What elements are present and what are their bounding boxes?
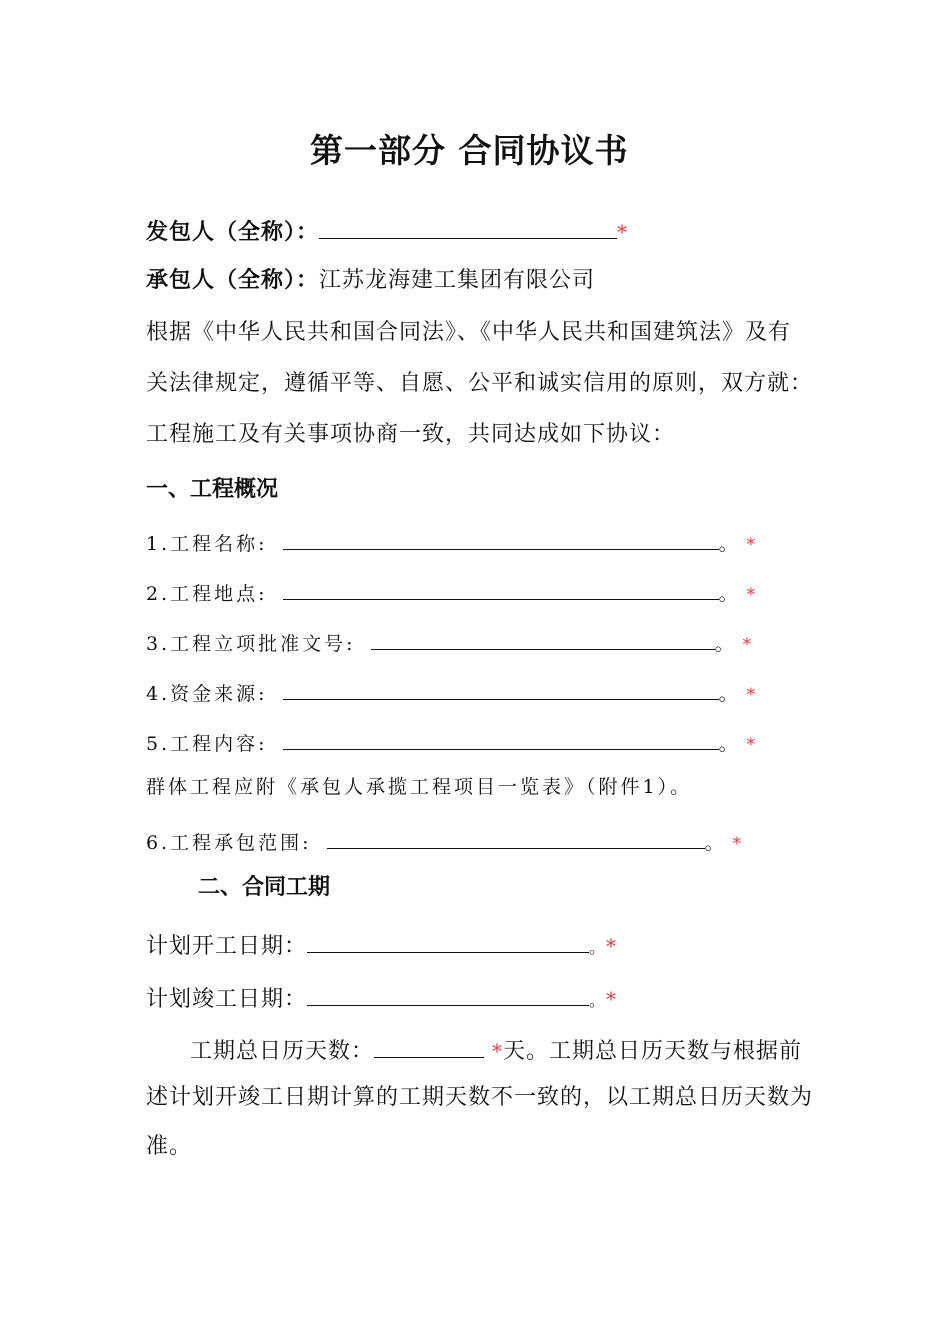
required-mark: * <box>606 934 618 958</box>
required-mark: * <box>742 635 755 655</box>
duration-label: 工期总日历天数： <box>190 1039 375 1064</box>
required-mark: * <box>492 1039 504 1063</box>
item-label: 4.资金来源: <box>146 683 268 705</box>
item-project-content <box>146 729 758 754</box>
item-approval-number <box>146 629 754 654</box>
planned-finish-label: 计划竣工日期： <box>146 987 308 1012</box>
item-label: 3.工程立项批准文号: <box>146 633 356 655</box>
approval-number-input[interactable] <box>371 629 715 650</box>
project-content-input[interactable] <box>283 729 719 750</box>
item-label: 2.工程地点: <box>146 583 268 605</box>
required-mark: * <box>617 220 629 244</box>
planned-finish-input[interactable] <box>307 985 589 1006</box>
employer-label: 发包人（全称）： <box>146 220 320 245</box>
project-name-input[interactable] <box>283 529 719 550</box>
item-end: 。 <box>718 733 741 755</box>
contract-scope-input[interactable] <box>327 828 705 849</box>
planned-start-row <box>146 932 617 958</box>
item-label: 5.工程内容: <box>146 733 268 755</box>
item-end: 。 <box>718 683 741 705</box>
required-mark: * <box>746 735 759 755</box>
required-mark: * <box>732 834 745 854</box>
contractor-name: 江苏龙海建工集团有限公司 <box>319 268 596 293</box>
intro-line-2: 关法律规定，遵循平等、自愿、公平和诚实信用的原则，双方就： <box>146 371 814 396</box>
planned-start-label: 计划开工日期： <box>146 934 308 959</box>
duration-text-1: 天。工期总日历天数与根据前 <box>503 1039 803 1064</box>
duration-input[interactable] <box>374 1037 484 1058</box>
item-project-location <box>146 579 758 604</box>
planned-finish-row <box>146 985 617 1011</box>
project-location-input[interactable] <box>283 579 719 600</box>
item-end: 。 <box>589 991 607 1010</box>
item-funding-source <box>146 679 758 704</box>
employer-row <box>146 218 628 244</box>
contractor-label: 承包人（全称）： <box>146 268 320 293</box>
section-heading-period: 二、合同工期 <box>198 875 331 900</box>
employer-input[interactable] <box>319 218 617 239</box>
duration-text-3: 准。 <box>146 1134 193 1159</box>
item-label: 1.工程名称: <box>146 533 268 555</box>
required-mark: * <box>606 987 618 1011</box>
required-mark: * <box>746 685 759 705</box>
item-end: 。 <box>704 832 727 854</box>
intro-line-3: 工程施工及有关事项协商一致，共同达成如下协议： <box>146 422 676 447</box>
group-project-note: 群体工程应附《承包人承揽工程项目一览表》（附件1）。 <box>146 776 693 798</box>
contractor-row <box>146 270 595 292</box>
funding-source-input[interactable] <box>283 679 719 700</box>
page-title: 第一部分 合同协议书 <box>310 131 629 170</box>
duration-row <box>190 1037 802 1063</box>
item-end: 。 <box>718 533 741 555</box>
item-project-name <box>146 529 758 554</box>
item-end: 。 <box>714 633 737 655</box>
intro-line-1: 根据《中华人民共和国合同法》、《中华人民共和国建筑法》及有 <box>146 320 792 345</box>
required-mark: * <box>746 585 759 605</box>
duration-text-2: 述计划开竣工日期计算的工期天数不一致的，以工期总日历天数为 <box>146 1085 814 1110</box>
required-mark: * <box>746 535 759 555</box>
item-end: 。 <box>589 938 607 957</box>
item-end: 。 <box>718 583 741 605</box>
item-contract-scope <box>146 828 744 853</box>
planned-start-input[interactable] <box>307 932 589 953</box>
item-label: 6.工程承包范围: <box>146 832 312 854</box>
section-heading-overview: 一、工程概况 <box>146 477 279 502</box>
